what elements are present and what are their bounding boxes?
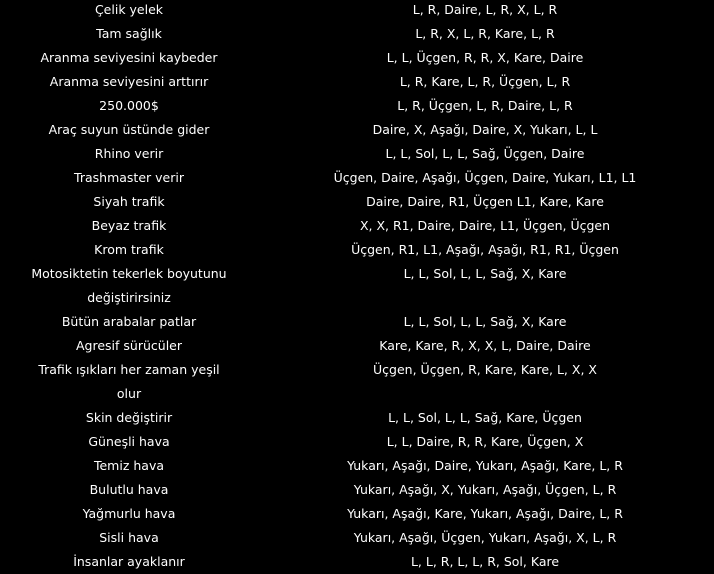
cheat-name: Çelik yelek: [94, 2, 164, 17]
cheat-code: Üçgen, Üçgen, R, Kare, Kare, L, X, X: [373, 362, 597, 377]
cheat-name: Temiz hava: [93, 458, 165, 473]
cheat-code: L, R, Daire, L, R, X, L, R: [412, 2, 558, 17]
table-row: [0, 406, 714, 430]
table-row: [0, 310, 714, 334]
cheat-code: Yukarı, Aşağı, Üçgen, Yukarı, Aşağı, X, L, R: [353, 530, 617, 545]
table-row: [0, 94, 714, 118]
cheat-name: Sisli hava: [99, 530, 159, 545]
cheat-name: Yağmurlu hava: [82, 506, 176, 521]
cheat-name: Bulutlu hava: [89, 482, 169, 497]
cheat-code: L, R, X, L, R, Kare, L, R: [415, 26, 555, 41]
table-row: [0, 166, 714, 190]
cheat-name: Araç suyun üstünde gider: [48, 122, 210, 137]
table-row: [0, 214, 714, 238]
cheat-code: X, X, R1, Daire, Daire, L1, Üçgen, Üçgen: [359, 218, 611, 233]
table-row: [0, 238, 714, 262]
table-row: [0, 118, 714, 142]
cheat-code: L, L, Sol, L, L, Sağ, X, Kare: [403, 266, 567, 281]
cheat-name: Bütün arabalar patlar: [61, 314, 197, 329]
cheat-name: Aranma seviyesini kaybeder: [40, 50, 218, 65]
table-row: [0, 550, 714, 574]
cheat-code: L, L, Sol, L, L, Sağ, X, Kare: [403, 314, 567, 329]
cheat-name: [0, 262, 256, 310]
cheat-name: Aranma seviyesini arttırır: [49, 74, 209, 89]
cheat-name: Siyah trafik: [93, 194, 165, 209]
table-row: [0, 454, 714, 478]
cheat-code: L, R, Üçgen, L, R, Daire, L, R: [397, 98, 573, 113]
cheat-name: 250.000$: [99, 98, 159, 113]
cheat-code: Yukarı, Aşağı, Daire, Yukarı, Aşağı, Kare, L, R: [347, 458, 623, 473]
table-row: [0, 526, 714, 550]
table-row: [0, 430, 714, 454]
table-row: [0, 142, 714, 166]
cheat-code: Yukarı, Aşağı, X, Yukarı, Aşağı, Üçgen, L, R: [353, 482, 617, 497]
cheat-name: Tam sağlık: [96, 26, 162, 41]
cheat-name-line: Trafik ışıkları her zaman yeşil: [38, 362, 220, 377]
cheat-code: Yukarı, Aşağı, Kare, Yukarı, Aşağı, Daire, L, R: [347, 506, 623, 521]
table-row: [0, 46, 714, 70]
cheat-name: Beyaz trafik: [91, 218, 167, 233]
cheat-name: Trashmaster verir: [74, 170, 184, 185]
cheat-code: L, R, Kare, L, R, Üçgen, L, R: [399, 74, 571, 89]
cheat-name: Agresif sürücüler: [76, 338, 182, 353]
cheat-code: L, L, R, L, L, R, Sol, Kare: [410, 554, 560, 569]
cheat-code: L, L, Sol, L, L, Sağ, Kare, Üçgen: [388, 410, 582, 425]
table-row: [0, 502, 714, 526]
table-row: [0, 334, 714, 358]
cheat-code: Kare, Kare, R, X, X, L, Daire, Daire: [379, 338, 591, 353]
cheat-code: L, L, Daire, R, R, Kare, Üçgen, X: [386, 434, 584, 449]
cheat-code: Üçgen, Daire, Aşağı, Üçgen, Daire, Yukarı, L1, L1: [333, 170, 637, 185]
table-row: [0, 262, 714, 310]
cheat-code: Daire, Daire, R1, Üçgen L1, Kare, Kare: [366, 194, 604, 209]
table-row: [0, 190, 714, 214]
cheat-name-line: değiştirirsiniz: [87, 290, 171, 305]
table-row: [0, 478, 714, 502]
cheat-name: Skin değiştirir: [85, 410, 173, 425]
cheat-name: Güneşli hava: [88, 434, 170, 449]
cheat-name: İnsanlar ayaklanır: [73, 554, 185, 569]
cheat-code: L, L, Sol, L, L, Sağ, Üçgen, Daire: [385, 146, 585, 161]
table-row: [0, 70, 714, 94]
cheat-code: L, L, Üçgen, R, R, X, Kare, Daire: [386, 50, 584, 65]
table-row: [0, 22, 714, 46]
cheat-code: Üçgen, R1, L1, Aşağı, Aşağı, R1, R1, Üçgen: [351, 242, 619, 257]
cheat-name-line: olur: [116, 386, 142, 401]
table-row: [0, 358, 714, 406]
cheat-code: Daire, X, Aşağı, Daire, X, Yukarı, L, L: [372, 122, 598, 137]
cheat-name: Krom trafik: [94, 242, 164, 257]
cheat-name-line: Motosiktetin tekerlek boyutunu: [31, 266, 227, 281]
cheat-name: Rhino verir: [94, 146, 164, 161]
cheat-name: [0, 358, 256, 406]
table-row: [0, 0, 714, 22]
